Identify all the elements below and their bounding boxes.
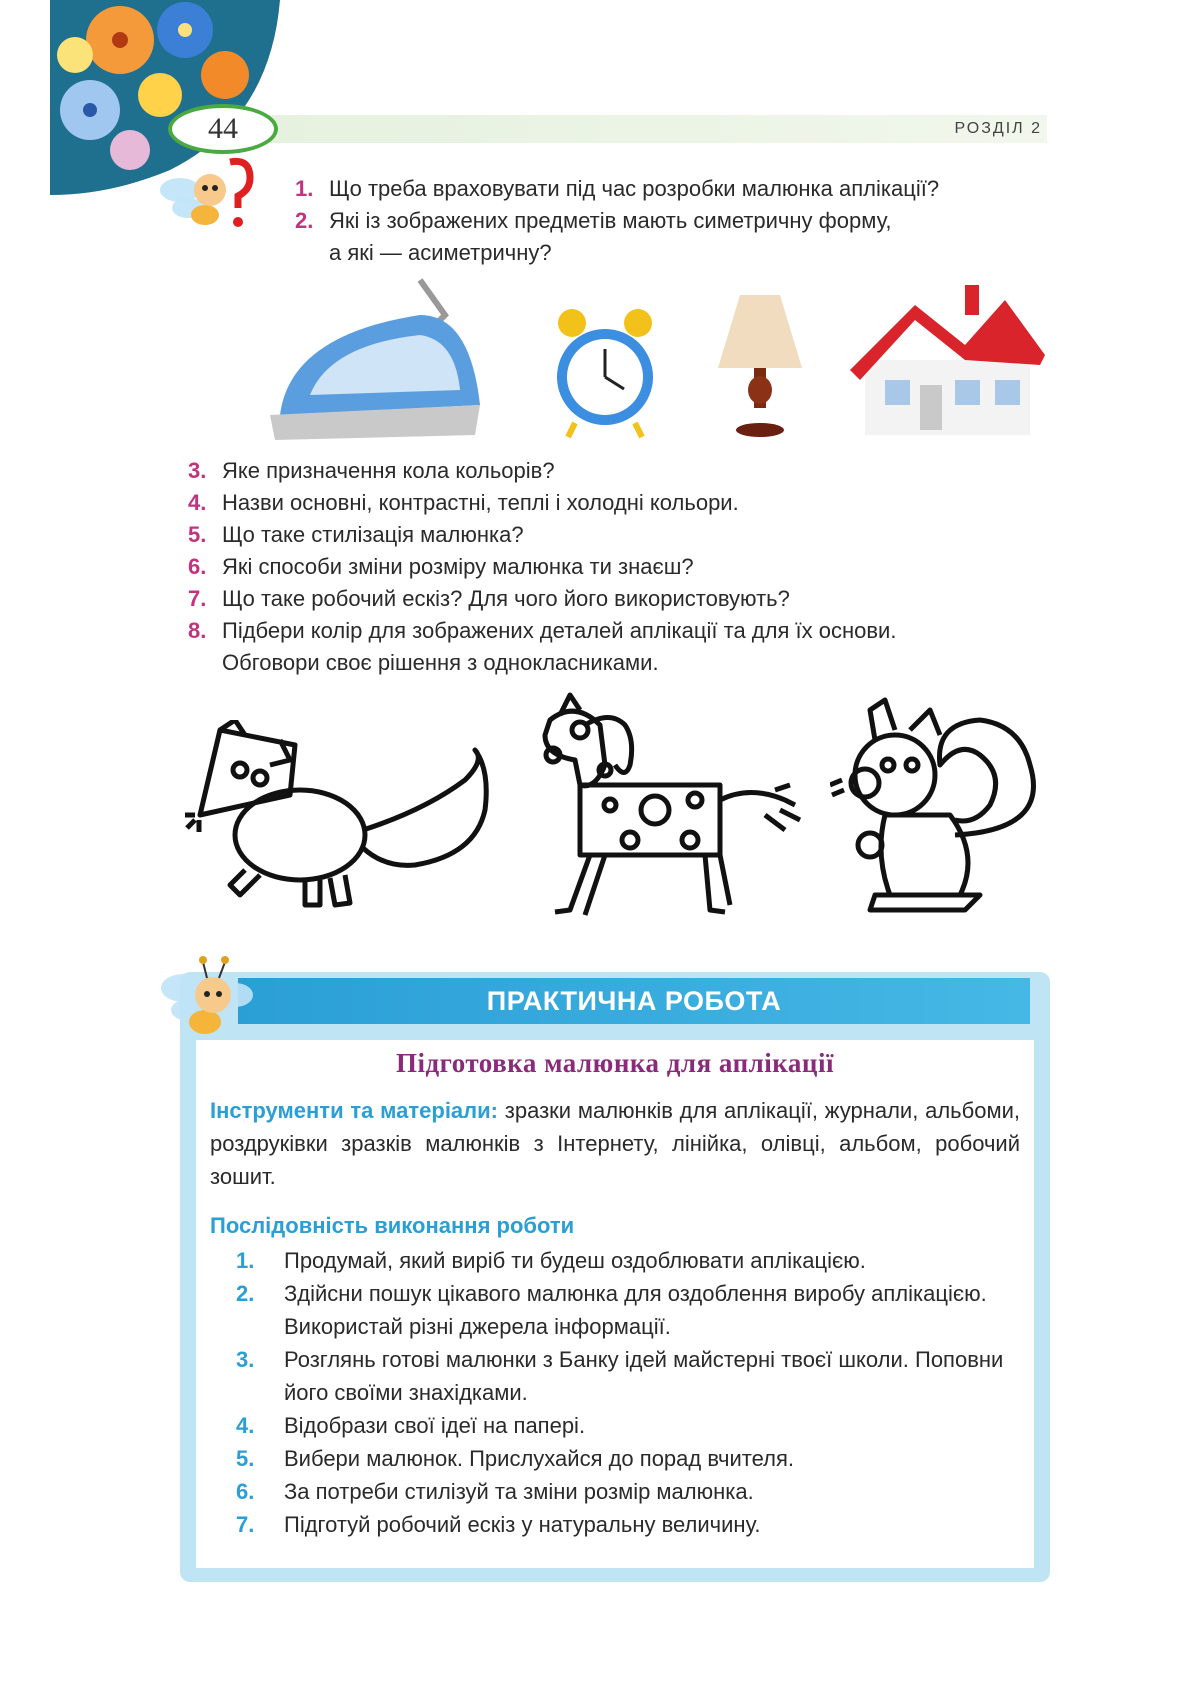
question-text: Які із зображених предметів мають симетричну форму,	[329, 208, 892, 233]
step-item	[236, 1277, 1026, 1343]
question-number: 5.	[188, 522, 207, 547]
step-item	[236, 1409, 1026, 1442]
step-item	[236, 1508, 1026, 1541]
step-list	[236, 1244, 1026, 1541]
question-text: Які способи зміни розміру малюнка ти знаєш?	[222, 554, 694, 579]
step-item	[236, 1244, 1026, 1277]
fox-drawing	[185, 720, 505, 920]
question-number: 7.	[188, 586, 207, 611]
question-text: Що таке стилізація малюнка?	[222, 522, 524, 547]
step-number: 3.	[236, 1347, 255, 1372]
step-item	[236, 1343, 1026, 1409]
tools-text: зразки малюнків для аплікації, журнали, альбоми, роздруківки зразків малюнків з Інтернету, лінійка, олівці, альбом, робочий зошит.	[210, 1098, 1020, 1189]
step-number: 5.	[236, 1446, 255, 1471]
question-number: 2.	[295, 208, 314, 233]
practical-subtitle: Підготовка малюнка для аплікації	[395, 1048, 834, 1078]
lamp-image	[710, 290, 810, 440]
question-number: 1.	[295, 176, 314, 201]
question-number: 6.	[188, 554, 207, 579]
step-number: 7.	[236, 1512, 255, 1537]
step-text: За потреби стилізуй та зміни розмір малюнка.	[284, 1479, 754, 1504]
step-item	[236, 1475, 1026, 1508]
tools-label: Інструменти та матеріали:	[210, 1098, 498, 1123]
question-item	[188, 647, 1058, 679]
question-text: а які — асиметричну?	[329, 240, 552, 265]
question-item	[188, 615, 1058, 647]
horse-drawing	[535, 690, 805, 930]
question-number: 3.	[188, 458, 207, 483]
step-text: Вибери малюнок. Прислухайся до порад вчителя.	[284, 1446, 794, 1471]
question-number: 8.	[188, 618, 207, 643]
question-text: Що таке робочий ескіз? Для чого його використовують?	[222, 586, 790, 611]
question-text: Підбери колір для зображених деталей аплікації та для їх основи.	[222, 618, 897, 643]
sequence-heading: Послідовність виконання роботи	[210, 1213, 575, 1238]
question-item	[295, 237, 1055, 269]
question-item	[188, 519, 1058, 551]
question-item	[295, 205, 1055, 237]
step-text: Підготуй робочий ескіз у натуральну величину.	[284, 1512, 761, 1537]
question-text: Обговори своє рішення з однокласниками.	[222, 650, 659, 675]
question-text: Яке призначення кола кольорів?	[222, 458, 555, 483]
question-item	[188, 455, 1058, 487]
step-number: 6.	[236, 1479, 255, 1504]
step-text: Відобрази свої ідеї на папері.	[284, 1413, 586, 1438]
step-number: 4.	[236, 1413, 255, 1438]
question-item	[295, 173, 1055, 205]
step-text: Здійсни пошук цікавого малюнка для оздоблення виробу аплікацією. Використай різні джерела інформації.	[284, 1281, 987, 1339]
question-number	[188, 647, 222, 679]
question-number	[295, 237, 329, 269]
step-number: 1.	[236, 1248, 255, 1273]
iron-image	[270, 275, 490, 445]
step-text: Розглянь готові малюнки з Банку ідей майстерні твоєї школи. Поповни його своїми знахідками.	[284, 1347, 1004, 1405]
step-number: 2.	[236, 1281, 255, 1306]
practical-heading: ПРАКТИЧНА РОБОТА	[486, 985, 782, 1016]
header-band	[262, 115, 1047, 143]
page-number: 44	[168, 104, 278, 154]
question-item	[188, 487, 1058, 519]
question-text: Назви основні, контрастні, теплі і холодні кольори.	[222, 490, 739, 515]
question-number: 4.	[188, 490, 207, 515]
squirrel-drawing	[830, 695, 1060, 930]
house-image	[845, 285, 1045, 440]
section-label: РОЗДІЛ 2	[954, 120, 1042, 137]
question-text: Що треба враховувати під час розробки малюнка аплікації?	[329, 176, 940, 201]
question-item	[188, 583, 1058, 615]
alarm-clock-image	[550, 305, 660, 440]
question-item	[188, 551, 1058, 583]
step-item	[236, 1442, 1026, 1475]
bee-icon	[155, 950, 265, 1050]
tools-block	[210, 1094, 1020, 1193]
bee-question-icon	[150, 150, 260, 250]
step-text: Продумай, який виріб ти будеш оздоблювати аплікацією.	[284, 1248, 866, 1273]
